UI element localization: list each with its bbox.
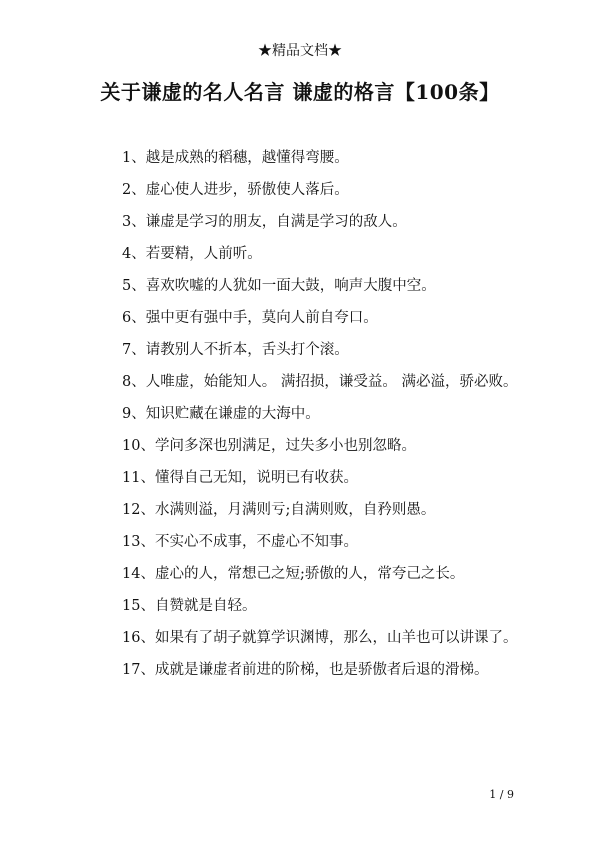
page-number: 1 / 9 [489,788,514,801]
list-item: 9、知识贮藏在谦虚的大海中。 [122,406,320,422]
list-item: 4、若要精，人前听。 [122,246,262,262]
list-item: 3、谦虚是学习的朋友，自满是学习的敌人。 [122,214,407,230]
list-item: 6、强中更有强中手，莫向人前自夸口。 [122,310,378,326]
document-title: 关于谦虚的名人名言 谦虚的格言【100条】 [100,80,500,104]
list-item: 16、如果有了胡子就算学识渊博，那么，山羊也可以讲课了。 [122,630,518,646]
page-header: ★精品文档★ [258,43,342,59]
list-item: 11、懂得自己无知，说明已有收获。 [122,470,358,486]
list-item: 5、喜欢吹嘘的人犹如一面大鼓，响声大腹中空。 [122,278,436,294]
list-item: 12、水满则溢，月满则亏;自满则败，自矜则愚。 [122,502,436,518]
quote-list [80,142,520,686]
list-item: 13、不实心不成事，不虚心不知事。 [122,534,358,550]
list-item: 14、虚心的人，常想己之短;骄傲的人，常夸己之长。 [122,566,465,582]
list-item: 10、学问多深也别满足，过失多小也别忽略。 [122,438,416,454]
list-item: 15、自赞就是自轻。 [122,598,257,614]
list-item: 8、人唯虚，始能知人。 满招损，谦受益。 满必溢，骄必败。 [122,374,518,390]
list-item: 17、成就是谦虚者前进的阶梯，也是骄傲者后退的滑梯。 [122,662,489,678]
list-item: 2、虚心使人进步，骄傲使人落后。 [122,182,349,198]
list-item: 1、越是成熟的稻穗，越懂得弯腰。 [122,150,349,166]
list-item: 7、请教别人不折本，舌头打个滚。 [122,342,349,358]
